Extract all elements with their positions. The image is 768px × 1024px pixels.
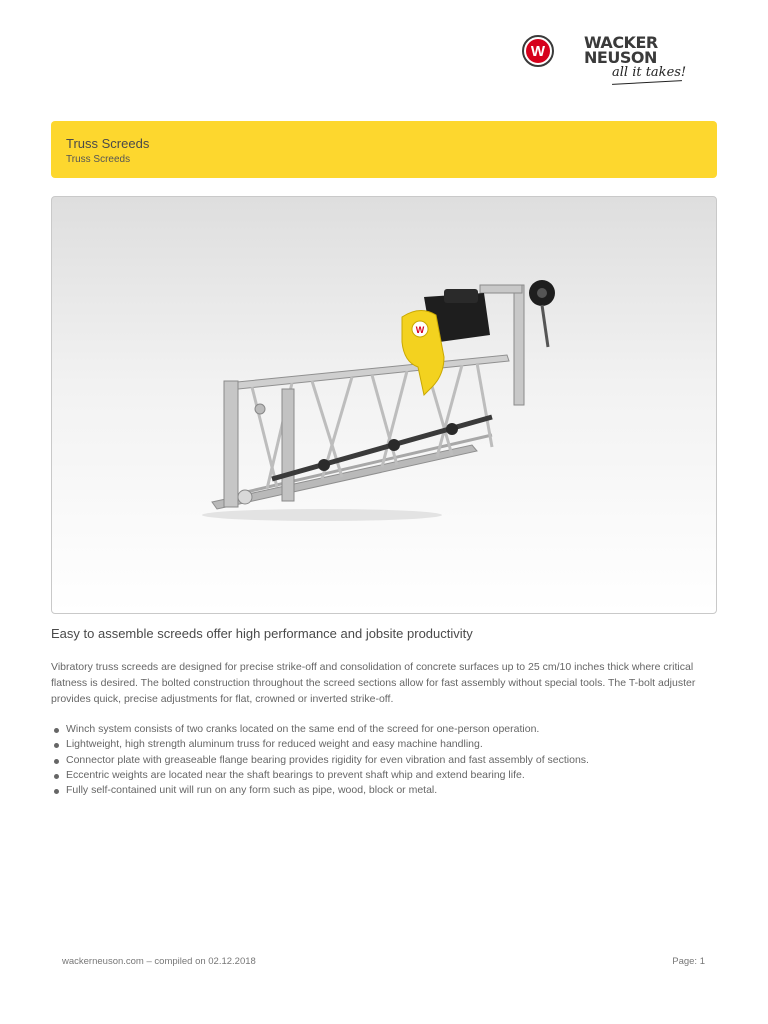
product-headline: Easy to assemble screeds offer high performance and jobsite productivity <box>51 626 473 641</box>
brand-line-1: WACKER <box>584 33 658 52</box>
feature-item: Winch system consists of two cranks located on the same end of the screed for one-person operation. <box>51 722 721 737</box>
wacker-emblem-icon <box>522 35 554 67</box>
product-description: Vibratory truss screeds are designed for precise strike-off and consolidation of concrete surfaces up to 25 cm/10 inches thick where critical flatness is desired. The bolted construction throughout the screed sections allow for fast assembly without special tools. The T-bolt adjuster provides quick, precise adjustments for flat, crowned or inverted strike-off. <box>51 661 696 705</box>
emblem-letter: W <box>526 39 550 63</box>
brand-logo <box>520 34 690 90</box>
footer-source: wackerneuson.com – compiled on 02.12.2018 <box>62 956 256 967</box>
truss-screed-illustration <box>52 197 717 614</box>
brand-wordmark <box>584 33 687 80</box>
feature-item: Eccentric weights are located near the shaft bearings to prevent shaft whip and extend bearing life. <box>51 768 721 783</box>
footer-page-number: Page: 1 <box>672 956 705 967</box>
feature-list <box>51 722 721 798</box>
banner-title: Truss Screeds <box>66 136 150 151</box>
brand-tagline: all it takes! <box>612 65 687 80</box>
tagline-underline <box>612 80 682 85</box>
brand-line-2: NEUSON <box>584 48 657 67</box>
product-image <box>51 196 717 614</box>
feature-item: Fully self-contained unit will run on any form such as pipe, wood, block or metal. <box>51 783 721 798</box>
category-banner <box>51 121 717 178</box>
svg-text:W: W <box>415 325 425 335</box>
feature-item: Connector plate with greaseable flange bearing provides rigidity for even vibration and fast assembly of sections. <box>51 753 721 768</box>
banner-subtitle: Truss Screeds <box>66 154 131 165</box>
feature-item: Lightweight, high strength aluminum truss for reduced weight and easy machine handling. <box>51 737 721 752</box>
